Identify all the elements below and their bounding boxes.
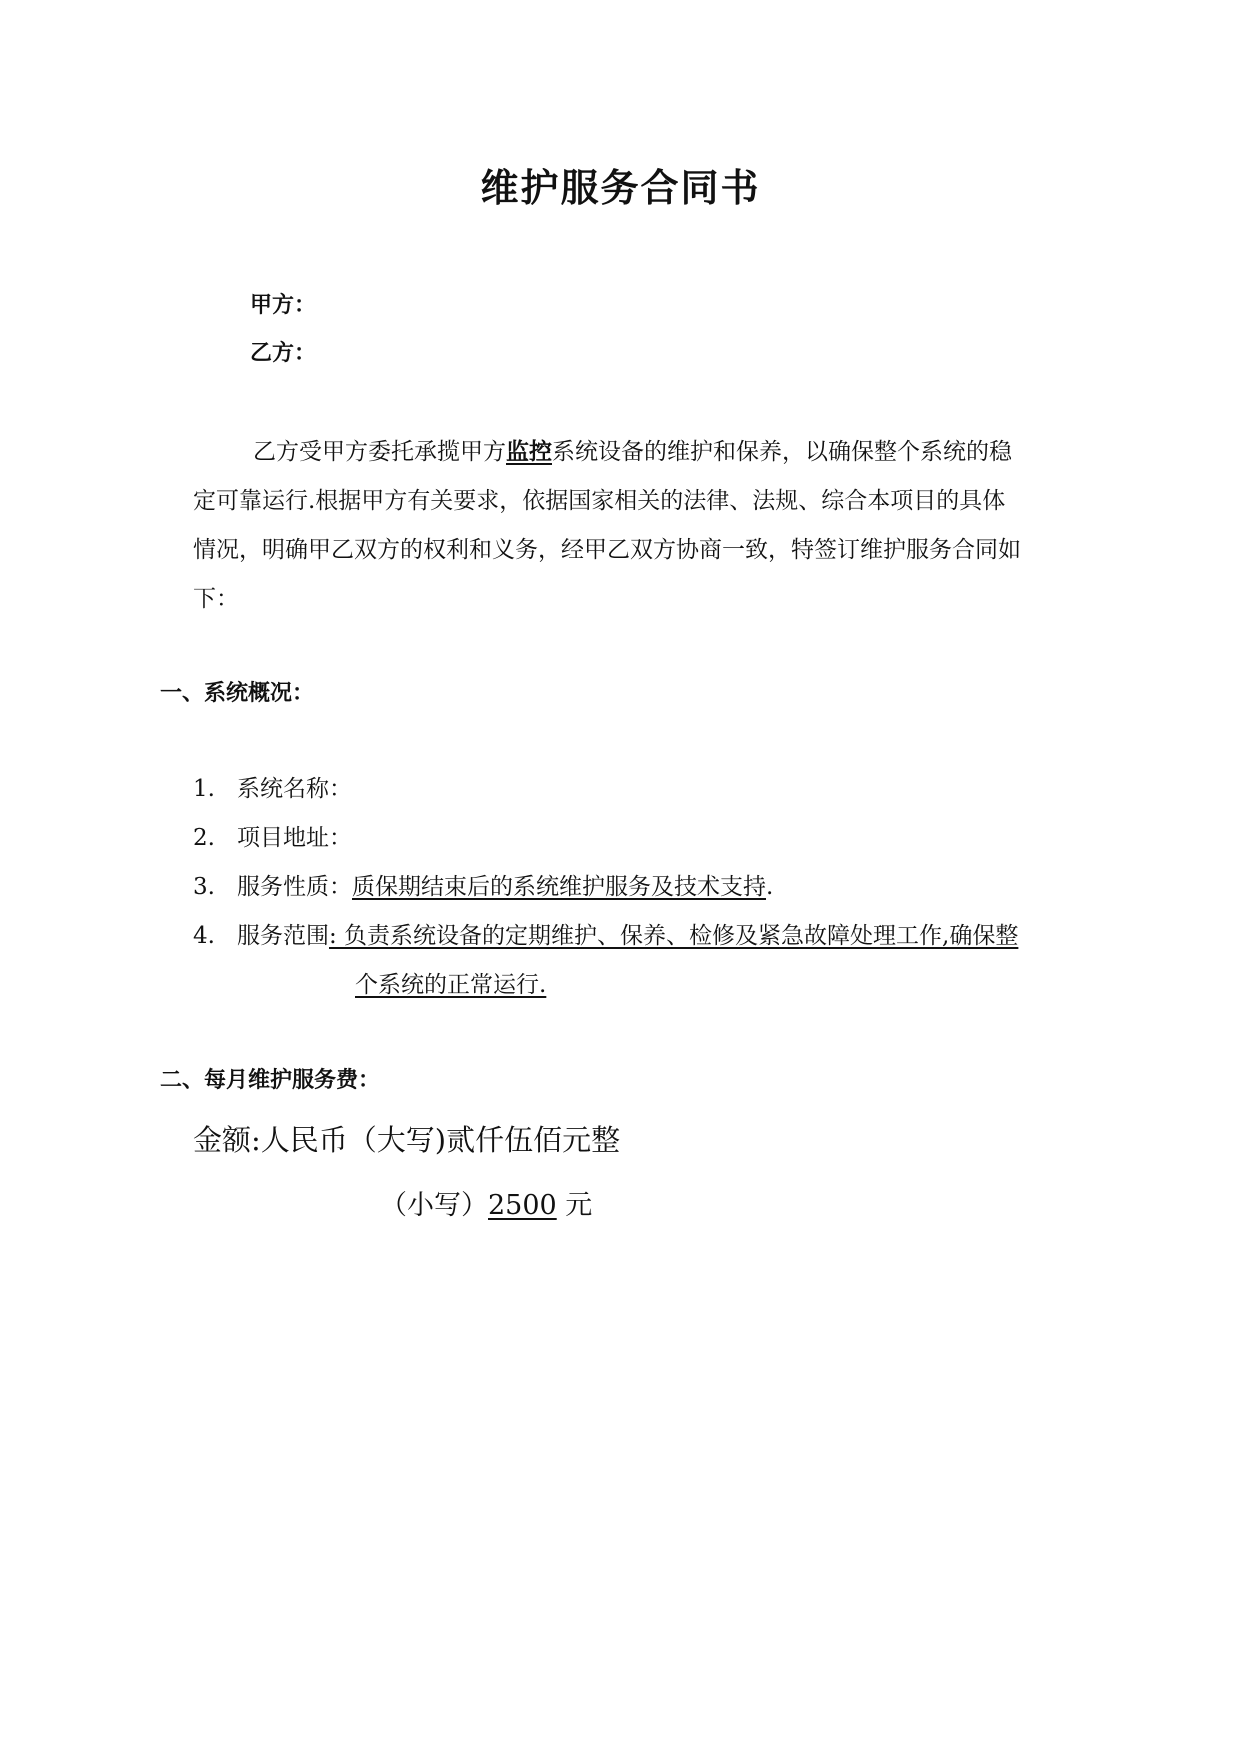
intro-line-1 — [193, 428, 1083, 477]
party-b-label: 乙方： — [250, 341, 317, 366]
item-number: 2. — [193, 825, 215, 851]
intro-line-3: 情况，明确甲乙双方的权利和义务，经甲乙双方协商一致，特签订维护服务合同如 — [193, 537, 1021, 563]
section-2-heading: 二、每月维护服务费： — [160, 1068, 381, 1093]
item-number: 4. — [193, 923, 215, 949]
highlight-keyword: 监控 — [506, 439, 552, 465]
document-title: 维护服务合同书 — [480, 166, 761, 210]
intro-line-2: 定可靠运行.根据甲方有关要求，依据国家相关的法律、法规、综合本项目的具体 — [193, 488, 1006, 514]
item-label: 系统名称： — [237, 776, 352, 802]
amount-small-prefix: （小写） — [380, 1190, 488, 1221]
list-item — [193, 917, 1018, 950]
item-number: 1. — [193, 776, 215, 802]
section-1-heading: 一、系统概况： — [160, 681, 315, 706]
item-label: 项目地址： — [237, 825, 352, 851]
intro-text: 乙方受甲方委托承揽甲方 — [253, 439, 506, 465]
list-item — [193, 868, 773, 901]
item-value: 质保期结束后的系统维护服务及技术支持 — [352, 874, 766, 900]
item-value-continuation — [355, 966, 546, 999]
intro-text: 系统设备的维护和保养，以确保整个系统的稳 — [552, 439, 1012, 465]
item-label: 服务范围 — [237, 923, 329, 949]
list-item — [193, 819, 352, 852]
intro-line-4: 下： — [193, 586, 239, 612]
item-value-continuation-text: 个系统的正常运行. — [355, 972, 547, 998]
item-value: : 负责系统设备的定期维护、保养、检修及紧急故障处理工作,确保整 — [329, 923, 1019, 949]
list-item — [193, 770, 352, 803]
amount-small-value: 2500 — [488, 1190, 557, 1221]
item-suffix: . — [766, 874, 774, 900]
amount-lowercase — [380, 1183, 592, 1222]
item-label: 服务性质： — [237, 874, 352, 900]
amount-uppercase: 金额:人民币（大写)贰仟伍佰元整 — [193, 1123, 621, 1157]
amount-small-suffix: 元 — [556, 1190, 593, 1221]
item-number: 3. — [193, 874, 215, 900]
party-a-label: 甲方： — [250, 293, 317, 318]
